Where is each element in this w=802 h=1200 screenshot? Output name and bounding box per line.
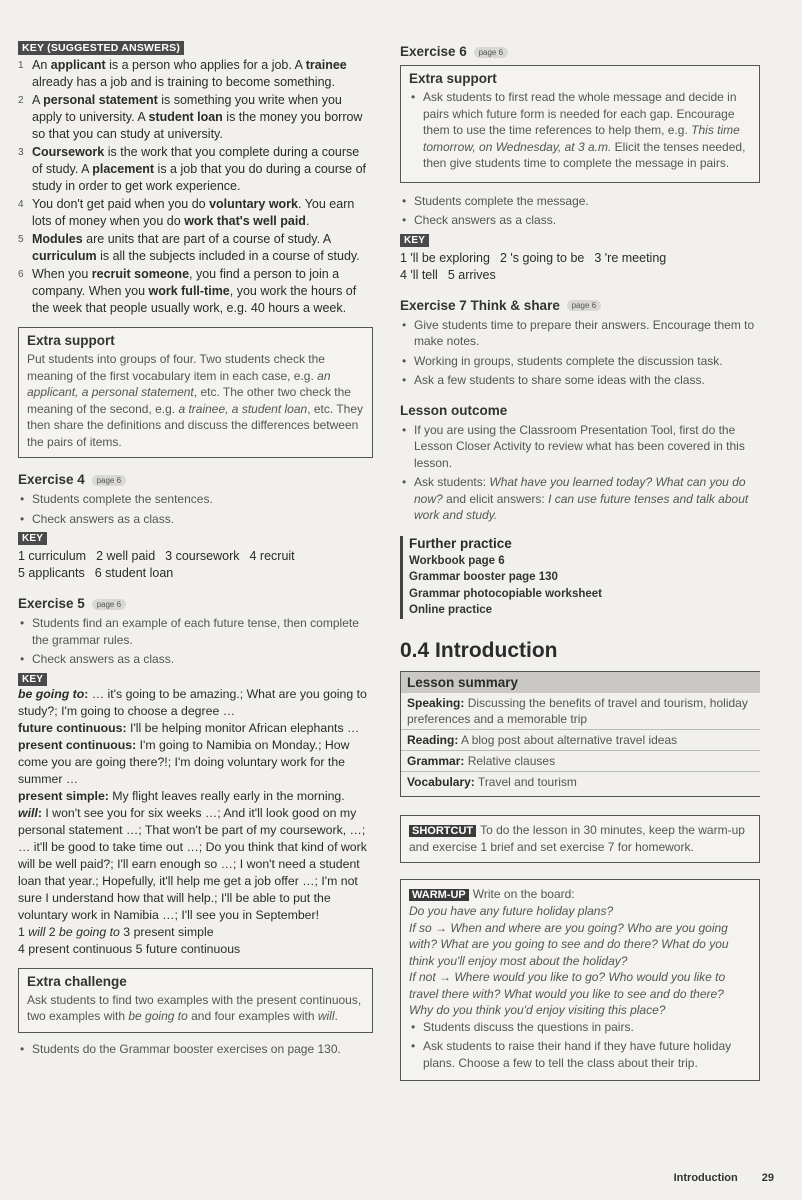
key-tag: KEY bbox=[18, 673, 47, 686]
page-number: 29 bbox=[761, 1172, 774, 1184]
bullet-item: • Check answers as a class. bbox=[400, 212, 760, 229]
key-answer-list bbox=[18, 57, 373, 317]
left-column bbox=[18, 40, 373, 1060]
summary-reading: Reading: A blog post about alternative travel ideas bbox=[401, 730, 760, 751]
bullet-item: • Ask a few students to share some ideas with the class. bbox=[400, 372, 760, 389]
further-practice-item: Online practice bbox=[409, 604, 493, 616]
extra-support-title: Extra support bbox=[27, 333, 115, 348]
page-footer bbox=[674, 1172, 774, 1184]
warm-up-line: If so → When and where are you going? Who are you going with? What are you going to see and do there? What do you think you'll enjoy most about the holiday? bbox=[409, 920, 729, 968]
key-tag: KEY bbox=[18, 532, 47, 545]
further-practice bbox=[400, 536, 760, 619]
extra-challenge-box bbox=[18, 968, 373, 1033]
exercise-7-heading: Exercise 7 Think & share page 6 bbox=[400, 298, 760, 313]
footer-label: Introduction bbox=[673, 1172, 738, 1184]
further-practice-item: Grammar photocopiable worksheet bbox=[409, 587, 602, 600]
page-badge: page 6 bbox=[567, 300, 601, 311]
warm-up-line: Do you have any future holiday plans? bbox=[409, 904, 614, 918]
extra-challenge-text: Ask students to find two examples with the present continuous, two examples with be going to and four examples with will. bbox=[27, 992, 362, 1023]
lesson-summary-title: Lesson summary bbox=[401, 672, 760, 693]
grammar-answers: be going to: … it's going to be amazing.; What are you going to study?; I'm going to choose a degree … future continuous: I'll be helping monitor African elephants … present continuous: I'm going to Namibia on Monday.; How come you are going there?!; I'm doing voluntary work for the summer … present simple: My flight leaves really early in the morning. will: I won't see you for six weeks …; And it'll look good on my personal statement …; That won't be part of my coursework, …; … it'll be good to take time out …; Do you think that kind of work will be well paid?; I'll earn enough so …; I won't need a student loan that year.; Hopefully, it'll help me get a job offer …; I'm not sure I understand how that will help.; I'll be able to put the voluntary work in Namibia …; I'll see you in September! 1 will 2 be going to 3 present simple 4 present continuous 5 future continuous bbox=[18, 686, 367, 956]
exercise-4-bullets bbox=[18, 491, 373, 527]
bullet-item: • Ask students to raise their hand if they have future holiday plans. Choose a few to tell the class about their trip. bbox=[409, 1038, 751, 1071]
extra-support-box-2: Extra support • Ask students to first read the whole message and decide in pairs which future form is needed for each gap. Encourage them to use the time references to help them, e.g. This time tomorrow, on Wednesday, at 3 a.m. Elicit the tenses needed, then give students time to complete the message in pairs. bbox=[400, 65, 760, 183]
warm-up-bullets bbox=[409, 1019, 751, 1072]
lesson-outcome-heading: Lesson outcome bbox=[400, 402, 508, 418]
bullet-item: • Give students time to prepare their answers. Encourage them to make notes. bbox=[400, 317, 760, 350]
shortcut-box: SHORTCUT To do the lesson in 30 minutes, keep the warm-up and exercise 1 brief and set exercise 7 for homework. bbox=[400, 815, 760, 863]
extra-support-title: Extra support bbox=[409, 71, 497, 86]
key-answer-item: 2 A personal statement is something you write when you apply to university. A student loan is the money you borrow so that you can study at university. bbox=[18, 93, 363, 141]
key-answer-item: 6 When you recruit someone, you find a person to join a company. When you work full-time, you work the hours of the week that people usually work, e.g. 40 hours a week. bbox=[18, 267, 357, 315]
exercise-6-bullets bbox=[400, 193, 760, 229]
exercise-4-answers bbox=[18, 548, 373, 582]
bullet-item: • Check answers as a class. bbox=[18, 651, 373, 668]
key-answer-item: 4 You don't get paid when you do voluntary work. You earn lots of money when you do work that's well paid. bbox=[18, 197, 355, 228]
section-title: 0.4 Introduction bbox=[400, 638, 558, 662]
summary-vocabulary: Vocabulary: Travel and tourism bbox=[407, 774, 577, 789]
answer-item: 3 coursework bbox=[165, 549, 240, 563]
page-badge: page 6 bbox=[92, 599, 126, 610]
answer-item: 1 curriculum bbox=[18, 549, 87, 563]
answer-item: 2 well paid bbox=[96, 549, 156, 563]
answer-item: 5 arrives bbox=[447, 267, 496, 282]
page-badge: page 6 bbox=[92, 475, 126, 486]
answer-item: 5 applicants bbox=[18, 566, 85, 580]
bullet-item: • Students complete the sentences. bbox=[18, 491, 373, 508]
warm-up-tag: WARM-UP bbox=[409, 889, 469, 901]
bullet-item: • Working in groups, students complete the discussion task. bbox=[400, 353, 760, 370]
lesson-outcome-bullets: • If you are using the Classroom Presentation Tool, first do the Lesson Closer Activity to review what has been covered in this lesson. • Ask students: What have you learned today? What can you do now? and elicit answers: I can use future tenses and talk about work and study. bbox=[400, 422, 760, 524]
key-answer-item: 3 Coursework is the work that you complete during a course of study. A placement is a job that you do during a course of study in order to get work experience. bbox=[18, 145, 367, 193]
exercise-6-heading: Exercise 6 page 6 bbox=[400, 44, 760, 59]
exercise-4-heading: Exercise 4 page 6 bbox=[18, 472, 373, 487]
key-tag: KEY bbox=[400, 234, 429, 247]
further-practice-item: Grammar booster page 130 bbox=[409, 571, 558, 583]
warm-up-box: WARM-UP Write on the board: Do you have any future holiday plans? If so → When and where are you going? Who are you going with? What are you going to see and do there? What do you think you'll enjoy most about the holiday? If not → Where would you like to go? Who would you like to travel there with? What would you like to see and do there? Why do you think you'd enjoy visiting this place? • Students discuss the questions in pairs. • Ask students to raise their hand if they have future holiday plans. Choose a few to tell the class about their trip. bbox=[400, 879, 760, 1082]
bullet-item: • Check answers as a class. bbox=[18, 511, 373, 528]
key-answer-item: 5 Modules are units that are part of a course of study. A curriculum is all the subjects included in a course of study. bbox=[18, 232, 360, 263]
extra-support-text: Put students into groups of four. Two students check the meaning of the first vocabulary item in each case, e.g. an applicant, a personal statement, etc. The other two check the meaning of the second, e.g. a trainee, a student loan, etc. They then share the definitions and discuss the differences between the pairs of items. bbox=[27, 352, 364, 449]
key-answer-item: 1 An applicant is a person who applies for a job. A trainee already has a job and is training to become something. bbox=[18, 58, 347, 89]
warm-up-line: If not → Where would you like to go? Who would you like to travel there with? What would you like to see and do there? Why do you think you'd enjoy visiting this place? bbox=[409, 970, 726, 1017]
exercise-5-bullets bbox=[18, 615, 373, 668]
exercise-7-bullets bbox=[400, 317, 760, 389]
page-badge: page 6 bbox=[474, 47, 508, 58]
bullet-item: • Students complete the message. bbox=[400, 193, 760, 210]
lesson-summary bbox=[400, 671, 760, 797]
exercise-6-answers bbox=[400, 250, 760, 284]
exercise-5-heading: Exercise 5 page 6 bbox=[18, 596, 373, 611]
grammar-booster-bullet: • Students do the Grammar booster exercises on page 130. bbox=[18, 1041, 373, 1058]
right-column bbox=[400, 44, 760, 1081]
answer-item: 6 student loan bbox=[94, 566, 174, 580]
summary-grammar: Grammar: Relative clauses bbox=[401, 751, 760, 772]
shortcut-tag: SHORTCUT bbox=[409, 825, 476, 837]
extra-support-box bbox=[18, 327, 373, 458]
answer-item: 4 'll tell bbox=[400, 267, 438, 282]
further-practice-title: Further practice bbox=[409, 535, 512, 551]
summary-speaking: Speaking: Discussing the benefits of travel and tourism, holiday preferences and a memorable trip bbox=[401, 693, 760, 730]
further-practice-item: Workbook page 6 bbox=[409, 554, 505, 567]
answer-item: 1 'll be exploring bbox=[400, 250, 490, 265]
bullet-item: • Students discuss the questions in pairs. bbox=[409, 1019, 751, 1036]
extra-challenge-title: Extra challenge bbox=[27, 973, 127, 989]
key-suggested-answers-tag: KEY (SUGGESTED ANSWERS) bbox=[18, 41, 184, 55]
bullet-item: • Students find an example of each future tense, then complete the grammar rules. bbox=[18, 615, 373, 648]
answer-item: 2 's going to be bbox=[499, 250, 585, 265]
answer-item: 3 're meeting bbox=[594, 250, 667, 265]
answer-item: 4 recruit bbox=[249, 549, 295, 563]
